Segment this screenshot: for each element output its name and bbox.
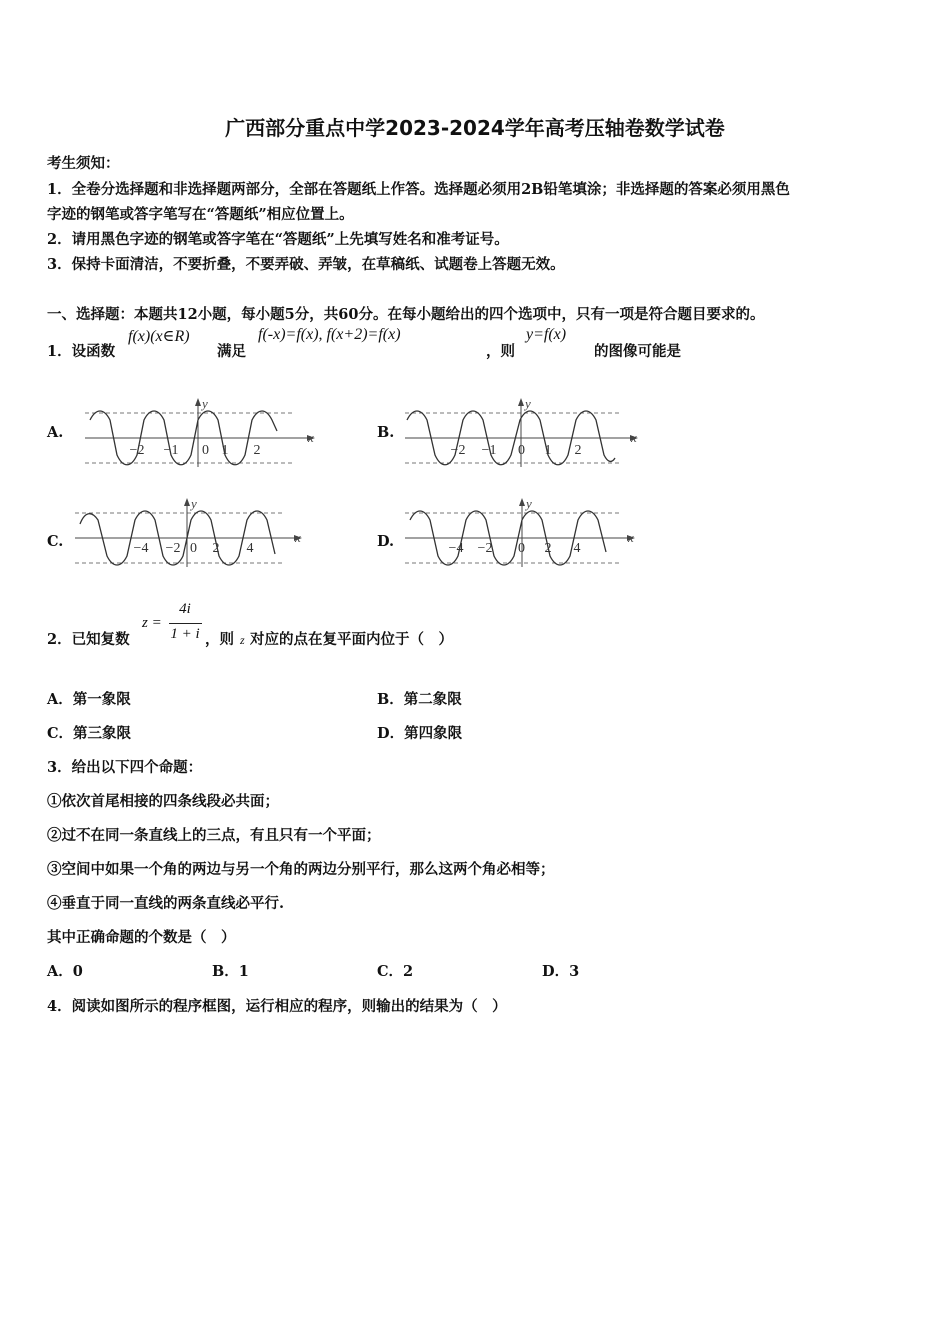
graph-a-y-label: y bbox=[202, 396, 208, 411]
q3-option-b: B．1 bbox=[212, 963, 249, 980]
graph-a-tick: 0 bbox=[202, 443, 209, 458]
notice-line-1-cont: 字迹的钢笔或答字笔写在“答题纸”相应位置上。 bbox=[47, 206, 354, 223]
notice-line-3: 3．保持卡面清洁，不要折叠，不要弄破、弄皱，在草稿纸、试题卷上答题无效。 bbox=[47, 256, 565, 273]
section-heading: 一、选择题：本题共12小题，每小题5分，共60分。在每小题给出的四个选项中，只有一项是符合题目要求的。 bbox=[47, 306, 765, 323]
q3-proposition-3: ③空间中如果一个角的两边与另一个角的两边分别平行，那么这两个角必相等； bbox=[47, 861, 555, 878]
q1-option-a-label: A. bbox=[47, 424, 64, 441]
graph-d-x-label: x bbox=[628, 530, 634, 545]
graph-d-tick: 4 bbox=[573, 541, 581, 556]
q1-graph-b bbox=[405, 396, 640, 471]
graph-c-x-label: x bbox=[295, 530, 301, 545]
q2-fraction-bar bbox=[169, 623, 202, 624]
q3-proposition-1: ①依次首尾相接的四条线段必共面； bbox=[47, 793, 279, 810]
q2-z: z bbox=[240, 633, 245, 647]
graph-d-y-label: y bbox=[526, 496, 532, 511]
notice-line-1: 1．全卷分选择题和非选择题两部分，全部在答题纸上作答。选择题必须用2B铅笔填涂；非选择题的答案必须用黑色 bbox=[47, 181, 790, 198]
q3-question: 其中正确命题的个数是（ ） bbox=[47, 929, 236, 946]
q1-then: ，则 bbox=[486, 343, 515, 360]
graph-b-tick: 0 bbox=[518, 443, 525, 458]
q3-option-c: C．2 bbox=[377, 963, 414, 980]
graph-d-tick: −2 bbox=[477, 541, 493, 556]
q3-proposition-2: ②过不在同一条直线上的三点，有且只有一个平面； bbox=[47, 827, 381, 844]
q1-suffix: 的图像可能是 bbox=[594, 343, 681, 360]
graph-a-tick: −2 bbox=[129, 443, 145, 458]
q1-mid: 满足 bbox=[217, 343, 246, 360]
notice-heading: 考生须知： bbox=[47, 155, 120, 172]
q2-option-b: B．第二象限 bbox=[377, 691, 462, 708]
q2-prefix: 2．已知复数 bbox=[47, 631, 130, 648]
q1-option-d-label: D. bbox=[377, 533, 395, 550]
page-title: 广西部分重点中学2023-2024学年高考压轴卷数学试卷 bbox=[225, 116, 725, 140]
q2-denominator: 1 + i bbox=[170, 626, 200, 642]
q3-option-a: A．0 bbox=[47, 963, 83, 980]
graph-d-tick: 2 bbox=[544, 541, 552, 556]
q2-suffix: 对应的点在复平面内位于（ ） bbox=[250, 631, 453, 648]
graph-a-tick: 2 bbox=[253, 443, 261, 458]
graph-a-tick: 1 bbox=[221, 443, 229, 458]
graph-b-tick: −1 bbox=[481, 443, 497, 458]
graph-c-tick: −4 bbox=[133, 541, 149, 556]
q1-graph-c bbox=[75, 496, 310, 571]
graph-b-y-label: y bbox=[525, 396, 531, 411]
q1-graph-a bbox=[85, 396, 320, 471]
graph-b-tick: −2 bbox=[450, 443, 466, 458]
graph-d-tick: 0 bbox=[518, 541, 525, 556]
q1-prefix: 1．设函数 bbox=[47, 343, 116, 360]
q3-stem: 3．给出以下四个命题： bbox=[47, 759, 203, 776]
q2-z-eq: z = bbox=[142, 615, 162, 631]
graph-b-tick: 1 bbox=[544, 443, 552, 458]
q1-option-c-label: C. bbox=[47, 533, 64, 550]
graph-d-tick: −4 bbox=[448, 541, 464, 556]
q1-y-expr: y=f(x) bbox=[526, 326, 567, 343]
q1-condition: f(-x)=f(x), f(x+2)=f(x) bbox=[258, 326, 401, 343]
notice-line-2: 2．请用黑色字迹的钢笔或答字笔在“答题纸”上先填写姓名和准考证号。 bbox=[47, 231, 509, 248]
graph-a-tick: −1 bbox=[163, 443, 179, 458]
q2-mid: ，则 bbox=[205, 631, 234, 648]
q3-proposition-4: ④垂直于同一直线的两条直线必平行. bbox=[47, 895, 285, 912]
graph-b-tick: 2 bbox=[574, 443, 582, 458]
graph-a-x-label: x bbox=[308, 430, 314, 445]
q1-f-expr: f(x)(x∈R) bbox=[128, 328, 190, 345]
q1-option-b-label: B. bbox=[377, 424, 395, 441]
graph-c-y-label: y bbox=[191, 496, 197, 511]
graph-c-tick: 0 bbox=[190, 541, 197, 556]
graph-c-tick: −2 bbox=[165, 541, 181, 556]
q2-option-c: C．第三象限 bbox=[47, 725, 132, 742]
q2-numerator: 4i bbox=[179, 601, 191, 617]
q2-option-d: D．第四象限 bbox=[377, 725, 463, 742]
q4-stem: 4．阅读如图所示的程序框图，运行相应的程序，则输出的结果为（ ） bbox=[47, 998, 507, 1015]
q3-option-d: D．3 bbox=[542, 963, 580, 980]
q2-option-a: A．第一象限 bbox=[47, 691, 131, 708]
graph-b-x-label: x bbox=[631, 430, 637, 445]
q1-graph-d bbox=[405, 496, 640, 571]
graph-c-tick: 4 bbox=[246, 541, 254, 556]
graph-c-tick: 2 bbox=[212, 541, 220, 556]
